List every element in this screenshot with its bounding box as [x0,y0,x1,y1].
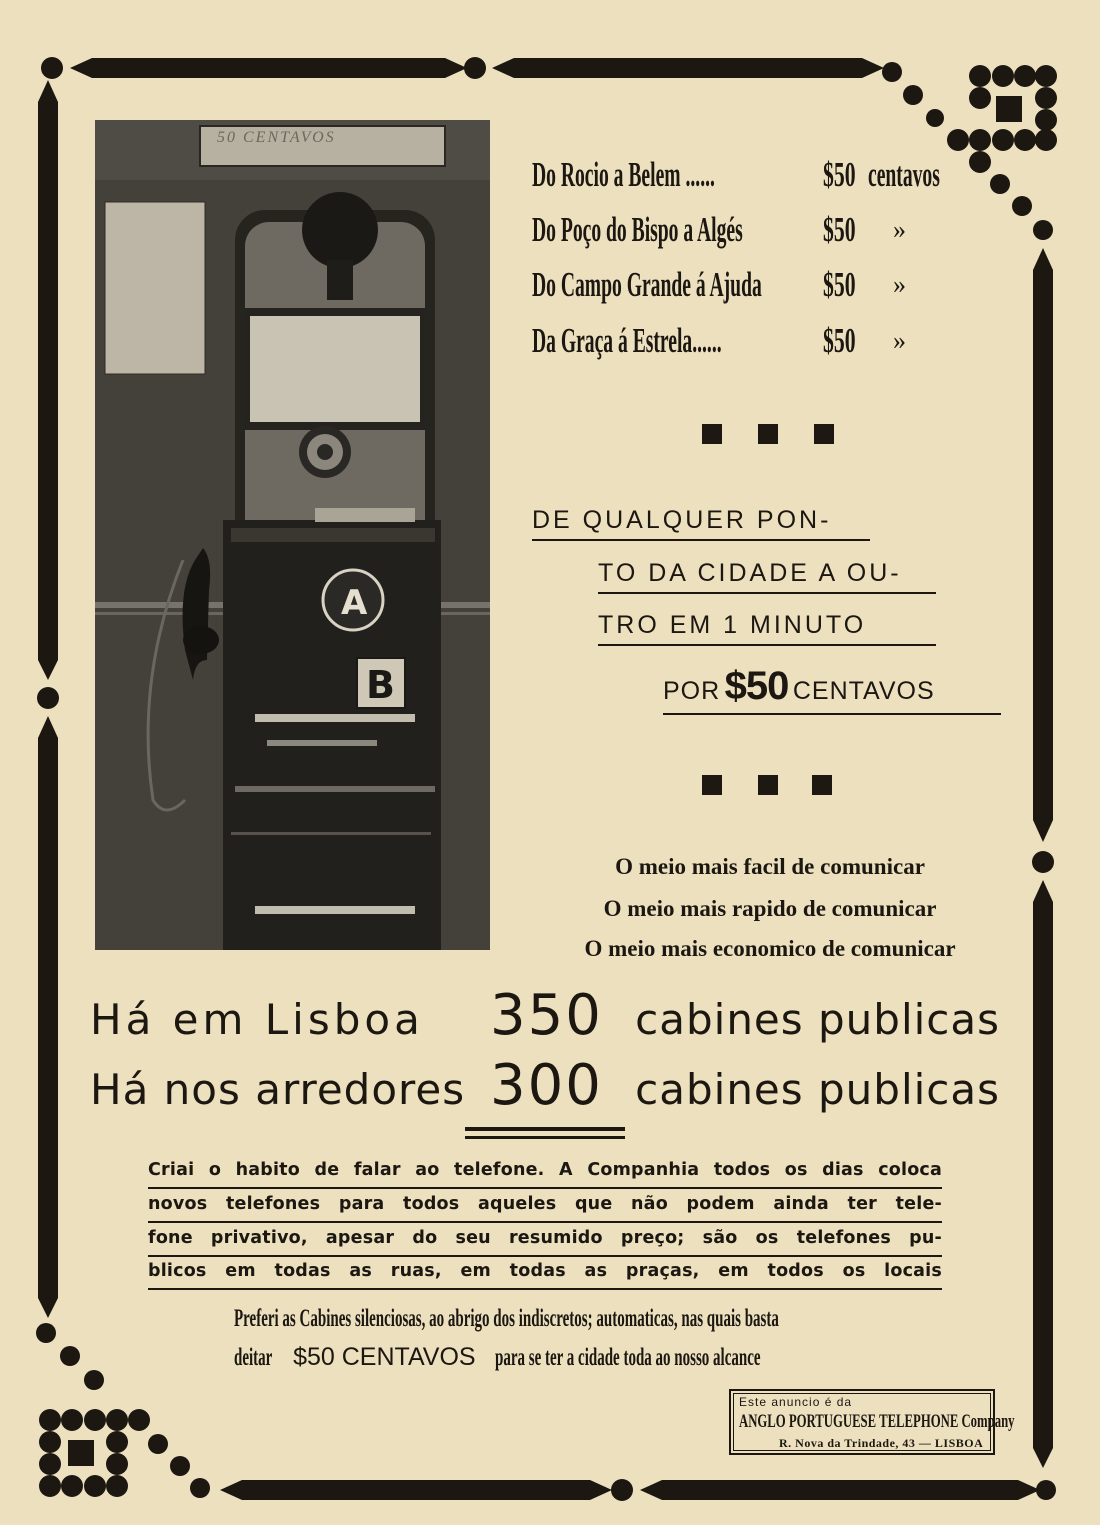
square-separator [814,424,834,444]
rate-route: Do Campo Grande á Ajuda [532,265,762,304]
offer-price: $50 [724,664,789,708]
arredores-line [90,1052,1000,1122]
square-separator [812,775,832,795]
photo-placard-text: 50 CENTAVOS [217,129,336,146]
square-separator [702,424,722,444]
rate-price: $50 [823,265,856,304]
advertiser-box [729,1389,1015,1455]
cabin-letter-a: A [341,583,368,623]
square-separator [702,775,722,795]
rate-price: $50 [823,321,856,360]
rate-route: Do Rocio a Belem ...... [532,155,715,194]
rate-route: Da Graça á Estrela...... [532,321,722,360]
rate-unit: » [893,215,906,244]
lisboa-prefix: Há em Lisboa [90,995,424,1044]
paragraph-line: novos telefones para todos aqueles que não podem ainda ter tele- [148,1189,942,1223]
rate-route: Do Poço do Bispo a Algés [532,210,743,249]
square-separator [758,775,778,795]
double-rule [465,1136,625,1139]
arredores-suffix: cabines publicas [635,1065,1000,1114]
preferi-price: $50 CENTAVOS [293,1343,476,1371]
rate-price: $50 [823,155,856,194]
paragraph-line: blicos em todas as ruas, em todas as praças, em todos os locais [148,1256,942,1290]
offer-line-2: TO DA CIDADE A OU- [598,559,936,594]
lisboa-line [90,982,1000,1052]
cabin-letter-b: B [366,663,395,707]
telephone-cabin-photo [95,120,490,950]
arredores-number: 300 [490,1053,603,1118]
offer-price-line [663,664,1001,715]
rate-unit: » [893,326,906,355]
lisboa-number: 350 [490,983,603,1048]
advertiser-name: ANGLO PORTUGUESE TELEPHONE Company [739,1411,1015,1432]
paragraph-line: fone privativo, apesar do seu resumido preço; são os telefones pu- [148,1223,942,1257]
slogan-line: O meio mais rapido de comunicar [603,896,937,921]
preferi-line-2 [234,1340,937,1374]
lisboa-suffix: cabines publicas [635,995,1000,1044]
paragraph-line: Criai o habito de falar ao telefone. A Companhia todos os dias coloca [148,1155,942,1189]
offer-line-1: DE QUALQUER PON- [532,506,870,541]
slogan-line: O meio mais facil de comunicar [615,854,925,879]
offer-centavos: CENTAVOS [792,677,935,705]
telephone-cabin-illustration [95,120,490,950]
arredores-prefix: Há nos arredores [90,1065,466,1114]
slogan-line: O meio mais economico de comunicar [584,936,956,961]
offer-por: POR [663,677,721,705]
double-rule [465,1127,625,1131]
rate-unit: » [893,270,906,299]
advertiser-address: R. Nova da Trindade, 43 — LISBOA [779,1436,984,1450]
square-separator [758,424,778,444]
rate-unit: centavos [868,155,940,194]
rate-price: $50 [823,210,856,249]
preferi-rest: para se ter a cidade toda ao nosso alcance [494,1344,761,1371]
offer-line-3: TRO EM 1 MINUTO [598,611,936,646]
preferi-line-1: Preferi as Cabines silenciosas, ao abrigo dos indiscretos; automaticas, nas quais basta [234,1305,779,1332]
preferi-deitar: deitar [234,1344,273,1371]
advertiser-intro: Este anuncio é da [739,1395,853,1409]
